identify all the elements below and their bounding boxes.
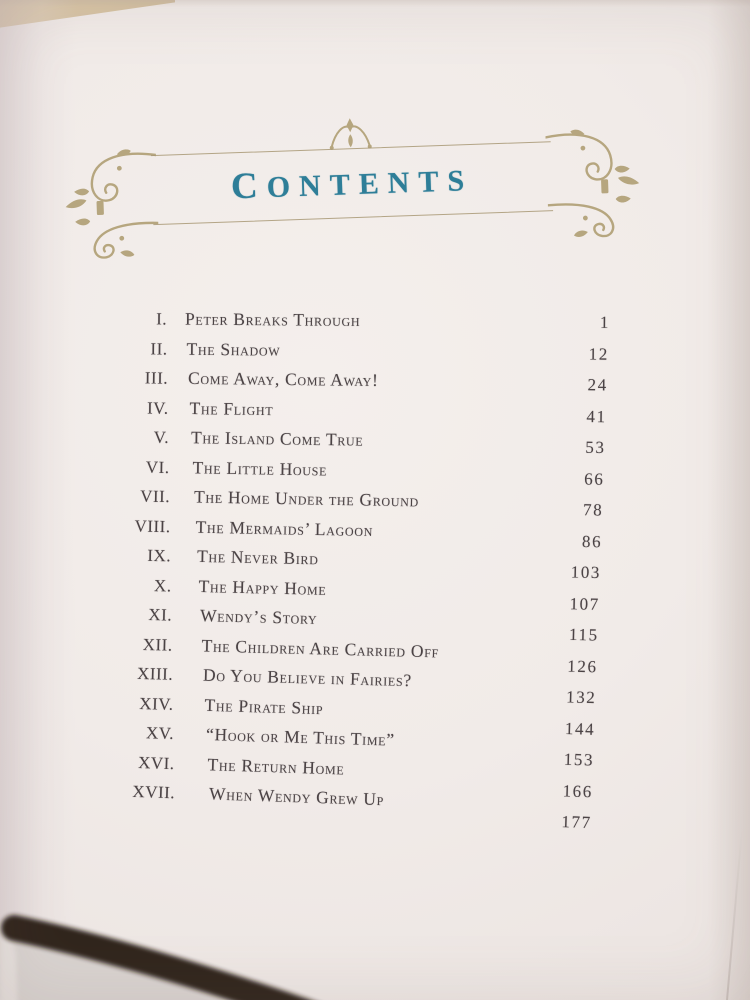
chapter-page-number: 144: [564, 718, 596, 739]
chapter-title: Peter Breaks Through: [184, 308, 361, 331]
chapter-numeral: XV.: [145, 723, 175, 744]
chapter-title: The Return Home: [207, 753, 345, 779]
toc-row: [105, 338, 610, 372]
page-title: CONTENTS: [230, 163, 474, 208]
toc-row: [105, 308, 610, 341]
chapter-title: The Mermaids’ Lagoon: [195, 516, 374, 540]
chapter-page-number: 132: [565, 687, 597, 708]
chapter-title: The Shadow: [186, 338, 281, 360]
chapter-numeral: VII.: [140, 486, 171, 507]
chapter-title: The Flight: [189, 397, 274, 419]
chapter-numeral: XIV.: [139, 693, 174, 714]
chapter-title: The Happy Home: [198, 575, 327, 599]
chapter-numeral: II.: [150, 338, 168, 359]
page-top-edge: [0, 0, 750, 7]
chapter-title: Come Away, Come Away!: [187, 367, 379, 391]
chapter-numeral: I.: [156, 309, 168, 329]
flourish-right-ornament: [545, 126, 644, 239]
chapter-page-number: 1: [599, 312, 611, 332]
chapter-title: The Island Come True: [190, 427, 364, 450]
chapter-numeral: XII.: [142, 634, 173, 655]
chapter-page-number: 166: [562, 780, 594, 801]
chapter-page-number: 24: [587, 375, 608, 395]
chapter-title: “Hook or Me This Time”: [205, 724, 396, 750]
chapter-page-number: 126: [567, 656, 598, 676]
flourish-left-ornament: [61, 147, 160, 260]
chapter-numeral: IX.: [147, 545, 172, 566]
chapter-title: The Children Are Carried Off: [201, 634, 440, 661]
chapter-title: Wendy’s Story: [199, 605, 318, 629]
contents-header: [50, 97, 665, 268]
chapter-numeral: IV.: [146, 398, 169, 418]
chapter-page-number: 66: [584, 469, 605, 489]
chapter-page-number: 103: [570, 562, 602, 583]
chapter-numeral: V.: [153, 427, 170, 447]
chapter-title: The Little House: [192, 456, 328, 479]
table-of-contents: [105, 308, 611, 833]
flourish-top-ornament: [327, 115, 374, 151]
chapter-numeral: III.: [144, 368, 169, 388]
chapter-numeral: XIII.: [136, 663, 174, 684]
chapter-page-number: 86: [581, 531, 603, 551]
chapter-numeral: X.: [153, 575, 172, 595]
chapter-page-number: 115: [568, 624, 599, 645]
chapter-page-number: 177: [561, 812, 593, 833]
chapter-numeral: VIII.: [134, 516, 171, 536]
page-right-shading: [708, 0, 750, 1000]
chapter-page-number: 41: [586, 406, 607, 426]
chapter-title: Do You Believe in Fairies?: [202, 664, 413, 691]
chapter-numeral: XI.: [148, 605, 173, 625]
chapter-numeral: XVI.: [137, 752, 175, 773]
chapter-title: The Home Under the Ground: [193, 486, 420, 511]
chapter-page-number: 153: [563, 749, 595, 770]
chapter-title: When Wendy Grew Up: [208, 783, 385, 810]
chapter-numeral: VI.: [145, 457, 170, 477]
chapter-page-number: 107: [569, 593, 601, 614]
chapter-page-number: 12: [588, 344, 609, 364]
chapter-page-number: 78: [582, 500, 604, 520]
toc-row: [105, 367, 610, 402]
chapter-title: The Never Bird: [196, 545, 319, 569]
chapter-title: The Pirate Ship: [204, 694, 324, 718]
chapter-numeral: XVII.: [132, 781, 176, 803]
chapter-page-number: 53: [585, 437, 606, 458]
